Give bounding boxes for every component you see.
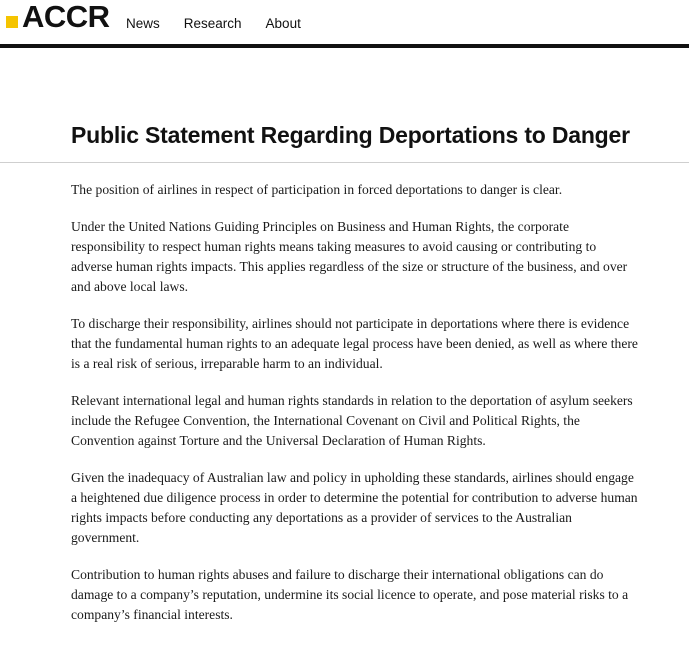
article-paragraph: The position of airlines in respect of participation in forced deportations to danger is clear. bbox=[71, 182, 563, 197]
logo-square-icon bbox=[6, 16, 18, 28]
nav-link-news[interactable]: News bbox=[126, 16, 160, 31]
article-paragraph: Given the inadequacy of Australian law and policy in upholding these standards, airlines should engage a heightened due diligence process in order to determine the potential for contribution to adverse human rights impacts before conducting any deportations as a provider of services to the Australian government. bbox=[71, 470, 638, 545]
site-header bbox=[0, 0, 689, 48]
nav-link-research[interactable]: Research bbox=[183, 16, 242, 31]
site-logo[interactable] bbox=[6, 1, 110, 33]
nav-link-about[interactable]: About bbox=[265, 16, 301, 31]
article-body bbox=[71, 180, 641, 642]
article-paragraph: Under the United Nations Guiding Principles on Business and Human Rights, the corporate responsibility to respect human rights means taking measures to avoid causing or contributing to adverse human rights impacts. This applies regardless of the size or structure of the business, and over and above local laws. bbox=[71, 219, 628, 294]
title-section bbox=[0, 118, 689, 163]
logo-text: ACCR bbox=[22, 0, 110, 34]
article-paragraph: Relevant international legal and human rights standards in relation to the deportation of asylum seekers include the Refugee Convention, the International Covenant on Civil and Political Rights, the Convention against Torture and the Universal Declaration of Human Rights. bbox=[71, 393, 633, 448]
article-paragraph: To discharge their responsibility, airlines should not participate in deportations where there is evidence that the fundamental human rights to an adequate legal process have been denied, as well as where there is a real risk of serious, irreparable harm to an individual. bbox=[71, 316, 638, 371]
article-paragraph: Contribution to human rights abuses and failure to discharge their international obligations can do damage to a company’s reputation, undermine its social licence to operate, and pose material risks to a company’s financial interests. bbox=[71, 567, 629, 622]
page-title: Public Statement Regarding Deportations to Danger bbox=[71, 122, 630, 148]
main-nav bbox=[126, 16, 325, 32]
